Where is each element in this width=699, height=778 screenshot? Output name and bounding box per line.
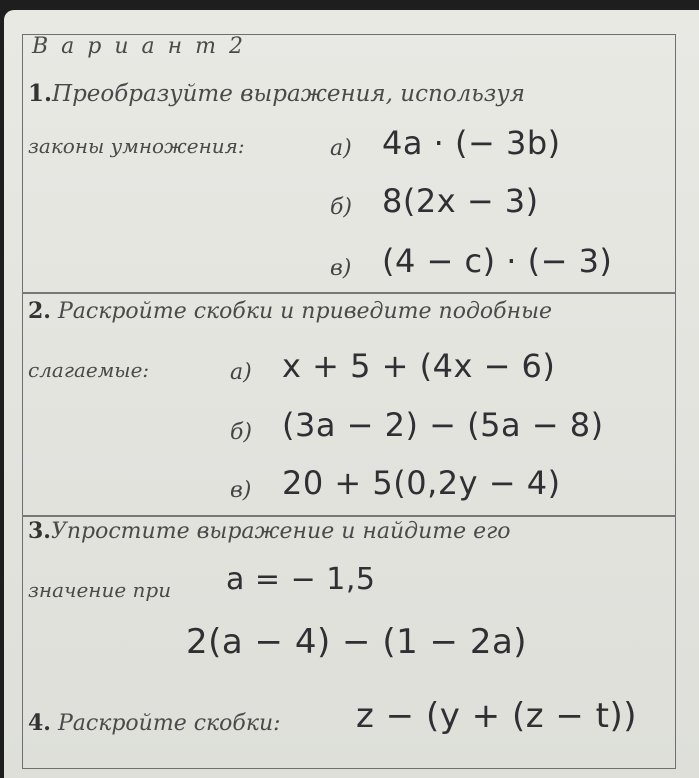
- task1-item-c-expr: (4 − c) · (− 3): [382, 242, 613, 280]
- task3-text-line1: Упростите выражение и найдите его: [50, 519, 511, 544]
- variant-title: В а р и а н т 2: [32, 34, 246, 59]
- task3-text-line2: значение при: [28, 578, 172, 602]
- task1-text-line1: Преобразуйте выражения, используя: [52, 81, 525, 107]
- task2-item-c-expr: 20 + 5(0,2y − 4): [282, 464, 561, 502]
- task1-item-a-label: а): [330, 136, 352, 161]
- task2-text-line2: слагаемые:: [28, 358, 150, 382]
- task1-number: 1.: [28, 80, 53, 107]
- task2-item-c-label: в): [230, 478, 252, 503]
- task2-number: 2.: [28, 298, 51, 324]
- task1-item-c-label: в): [330, 256, 352, 281]
- task4-heading: [28, 710, 281, 736]
- task4-expr: z − (y + (z − t)): [356, 696, 638, 736]
- divider-1: [22, 292, 676, 294]
- paper-sheet: [4, 10, 699, 778]
- task3-number: 3.: [28, 518, 51, 544]
- task4-text: Раскройте скобки:: [57, 711, 281, 736]
- task2-item-a-label: а): [230, 360, 252, 385]
- task1-item-b-label: б): [330, 195, 353, 220]
- task3-heading: [28, 518, 511, 544]
- task4-number: 4.: [28, 710, 51, 736]
- task1-item-b-expr: 8(2x − 3): [382, 182, 539, 220]
- task1-item-a-expr: 4a · (− 3b): [382, 124, 561, 162]
- task2-item-a-expr: x + 5 + (4x − 6): [282, 347, 556, 385]
- task2-heading: [28, 298, 552, 324]
- divider-2: [22, 515, 676, 517]
- task2-text-line1: Раскройте скобки и приведите подобные: [57, 299, 553, 324]
- task2-item-b-label: б): [230, 420, 253, 445]
- task1-text-line2: законы умножения:: [28, 134, 245, 158]
- task3-expr: 2(a − 4) − (1 − 2a): [186, 622, 528, 662]
- task3-condition: a = − 1,5: [226, 562, 376, 597]
- task1-heading: [28, 80, 525, 107]
- task2-item-b-expr: (3a − 2) − (5a − 8): [282, 406, 604, 444]
